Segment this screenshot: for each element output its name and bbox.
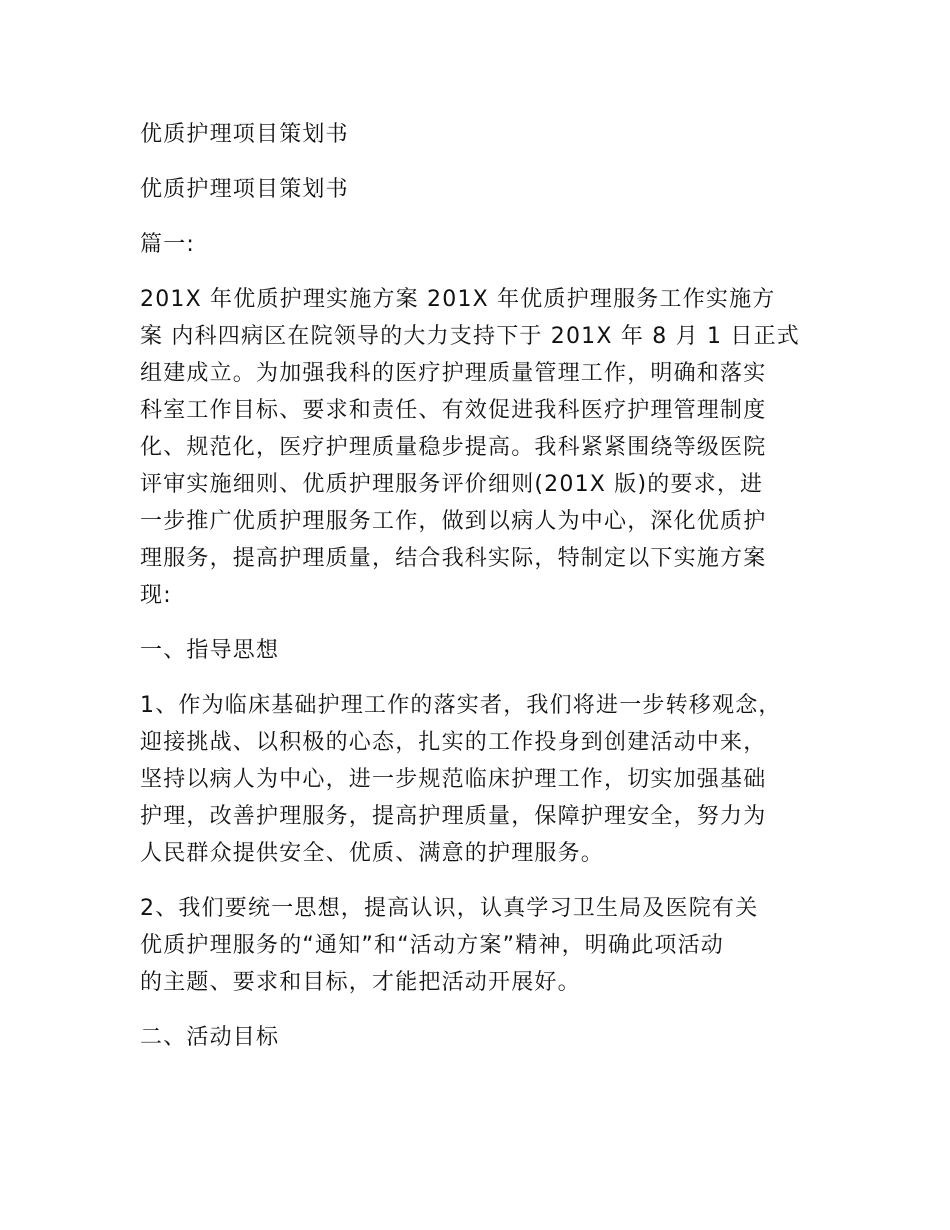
section-heading-guiding-thought: 一、指导思想 xyxy=(140,638,280,663)
text-line: 迎接挑战、以积极的心态，扎实的工作投身到创建活动中来， xyxy=(140,730,767,755)
text-line: 现: xyxy=(140,583,172,608)
text-line: 案 内科四病区在院领导的大力支持下于 201X 年 8 月 1 日正式 xyxy=(140,324,801,349)
document-subtitle: 优质护理项目策划书 xyxy=(140,177,349,202)
text-line: 评审实施细则、优质护理服务评价细则(201X 版)的要求，进 xyxy=(140,472,764,497)
text-line: 护理，改善护理服务，提高护理质量，保障护理安全，努力为 xyxy=(140,804,767,829)
paragraph-point-2 xyxy=(140,890,820,1001)
document-title: 优质护理项目策划书 xyxy=(140,122,349,147)
text-line: 人民群众提供安全、优质、满意的护理服务。 xyxy=(140,841,605,866)
text-line: 一步推广优质护理服务工作，做到以病人为中心，深化优质护 xyxy=(140,509,767,534)
text-line: 2、我们要统一思想，提高认识，认真学习卫生局及医院有关 xyxy=(140,896,759,921)
text-line: 坚持以病人为中心，进一步规范临床护理工作，切实加强基础 xyxy=(140,767,767,792)
text-line: 的主题、要求和目标，才能把活动开展好。 xyxy=(140,970,581,995)
text-line: 化、规范化，医疗护理质量稳步提高。我科紧紧围绕等级医院 xyxy=(140,435,767,460)
text-line: 优质护理服务的“通知”和“活动方案”精神，明确此项活动 xyxy=(140,933,724,958)
paragraph-intro xyxy=(140,281,820,614)
text-line: 理服务，提高护理质量，结合我科实际，特制定以下实施方案 xyxy=(140,546,767,571)
text-line: 科室工作目标、要求和责任、有效促进我科医疗护理管理制度 xyxy=(140,398,767,423)
text-line: 201X 年优质护理实施方案 201X 年优质护理服务工作实施方 xyxy=(140,287,776,312)
text-line: 组建成立。为加强我科的医疗护理质量管理工作，明确和落实 xyxy=(140,361,767,386)
paragraph-point-1 xyxy=(140,687,820,872)
section-label: 篇一: xyxy=(140,232,196,257)
document-page xyxy=(140,116,820,1056)
text-line: 1、作为临床基础护理工作的落实者，我们将进一步转移观念， xyxy=(140,693,782,718)
section-heading-activity-goals: 二、活动目标 xyxy=(140,1025,280,1050)
